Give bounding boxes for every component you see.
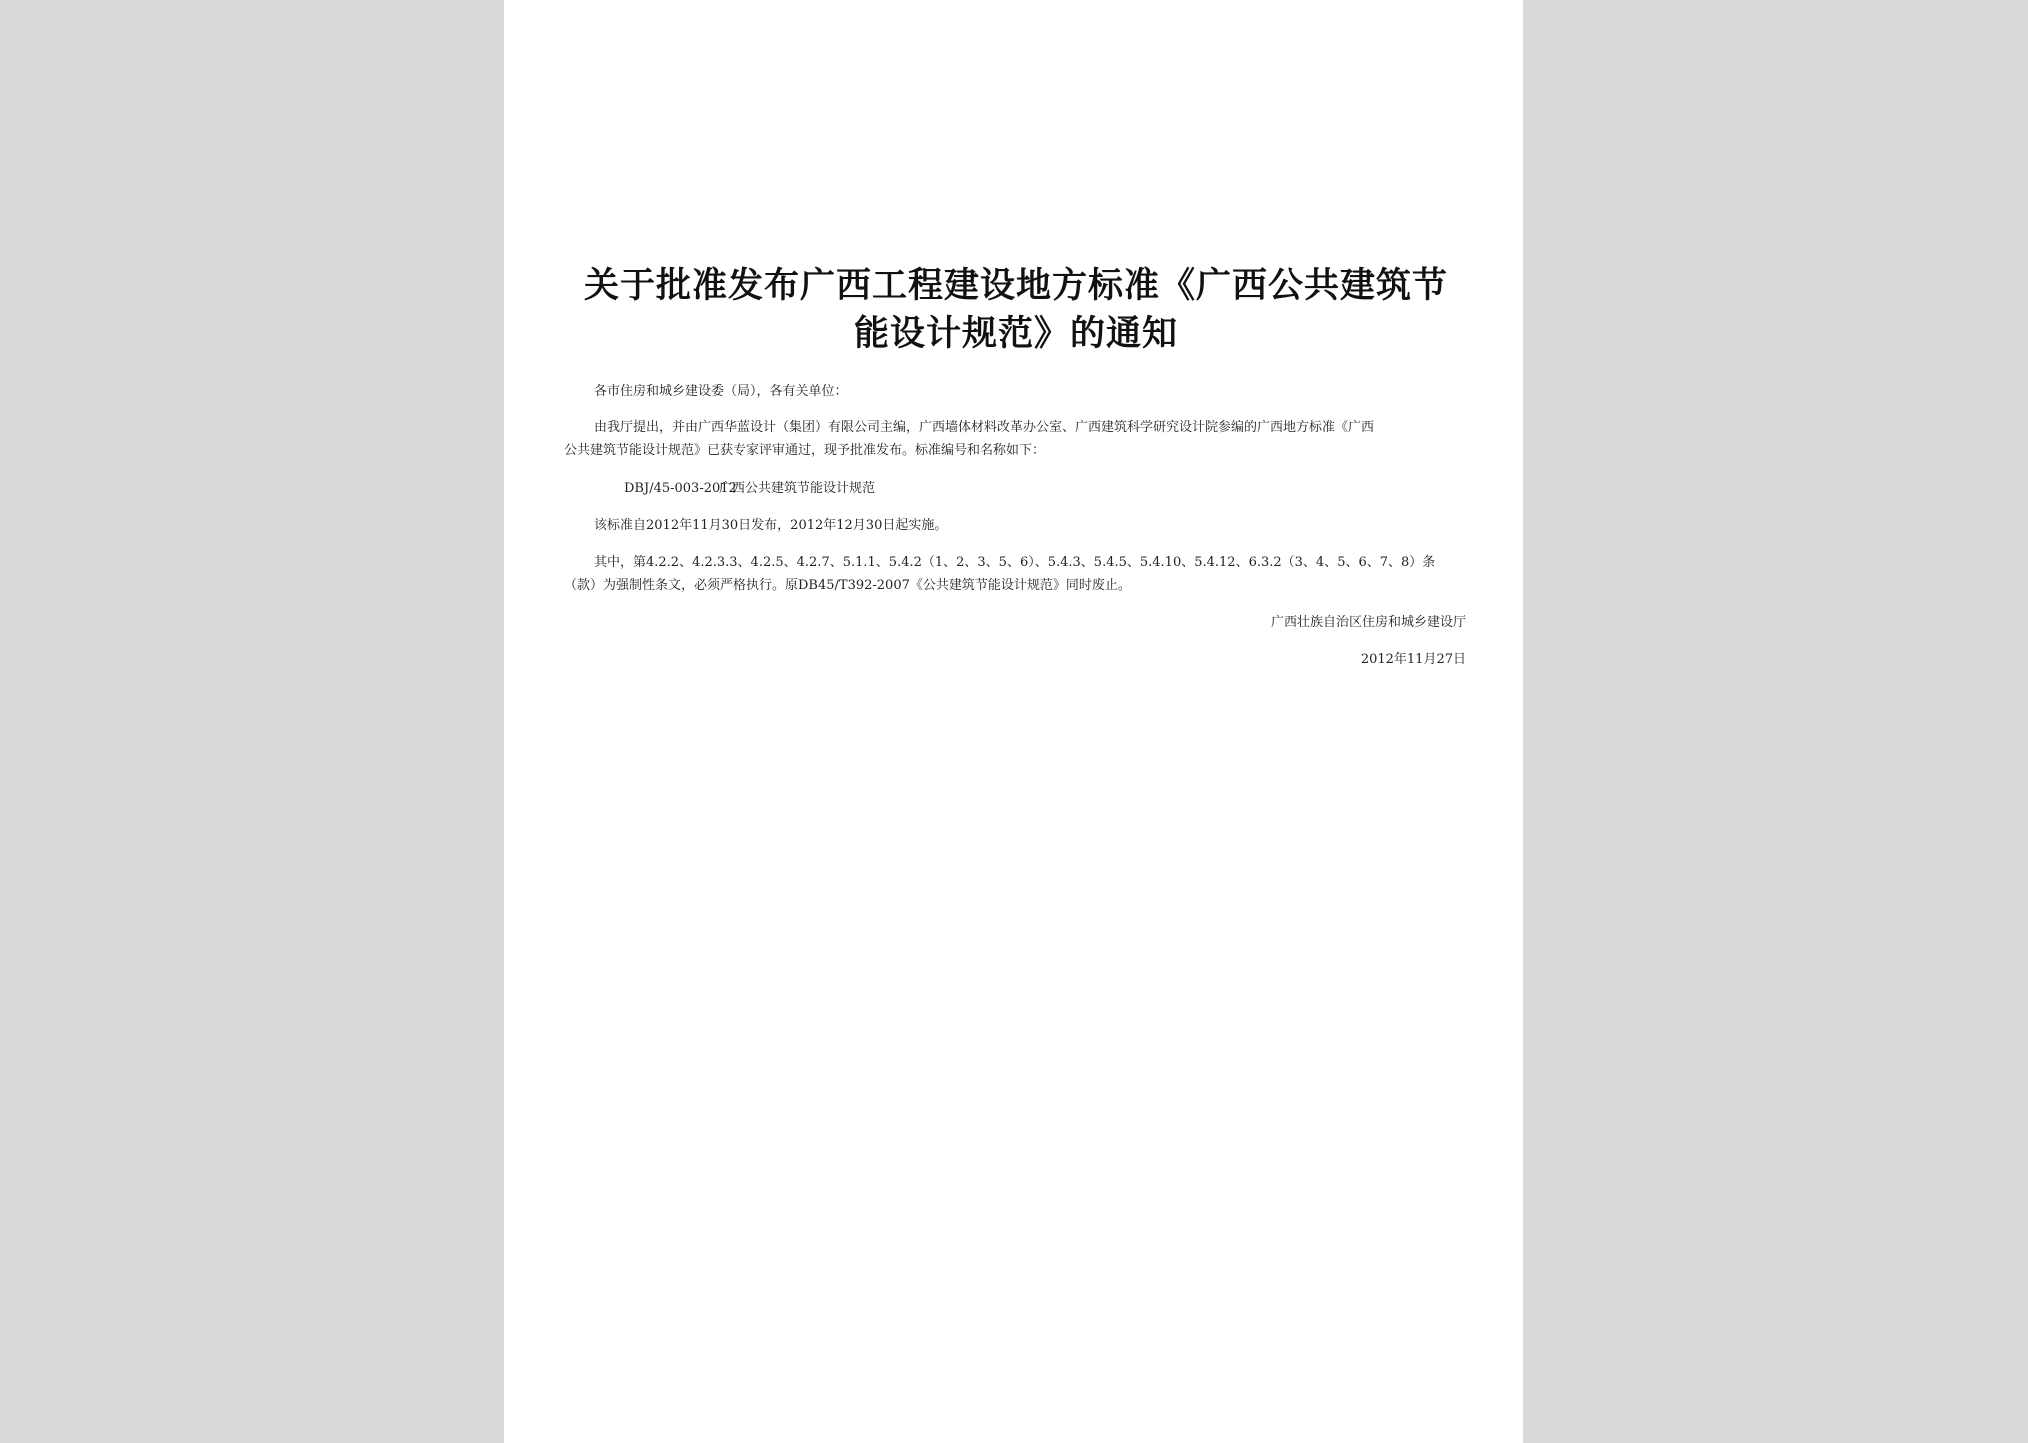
paragraph-mandatory-clauses bbox=[564, 551, 1469, 597]
paragraph-approval bbox=[564, 416, 1469, 462]
standard-name: 广西公共建筑节能设计规范 bbox=[719, 481, 876, 496]
title-line-1: 关于批准发布广西工程建设地方标准《广西公共建筑节 bbox=[583, 266, 1448, 306]
title-line-2: 能设计规范》的通知 bbox=[853, 314, 1178, 354]
standard-code: DBJ/45-003-2012 bbox=[624, 481, 737, 496]
notice-title bbox=[566, 262, 1466, 358]
issue-date: 2012年11月27日 bbox=[1360, 652, 1466, 667]
paragraph-approval-line-2: 公共建筑节能设计规范》已获专家评审通过，现予批准发布。标准编号和名称如下： bbox=[564, 443, 1046, 458]
paragraph-approval-line-1: 由我厅提出，并由广西华蓝设计（集团）有限公司主编，广西墙体材料改革办公室、广西建筑科学研究设计院参编的广西地方标准《广西 bbox=[594, 420, 1375, 435]
standard-line bbox=[564, 477, 1469, 500]
salutation: 各市住房和城乡建设委（局），各有关单位： bbox=[594, 384, 848, 399]
document-page bbox=[504, 0, 1523, 1443]
paragraph-effective-date: 该标准自2012年11月30日发布，2012年12月30日起实施。 bbox=[594, 518, 948, 533]
paragraph-mandatory-line-2: （款）为强制性条文，必须严格执行。原DB45/T392-2007《公共建筑节能设计规范》同时废止。 bbox=[564, 578, 1131, 593]
issuer: 广西壮族自治区住房和城乡建设厅 bbox=[1270, 615, 1466, 630]
paragraph-mandatory-line-1: 其中，第4.2.2、4.2.3.3、4.2.5、4.2.7、5.1.1、5.4.2（1、2、3、5、6）、5.4.3、5.4.5、5.4.10、5.4.12、6.3.2（3、4、5、6、7、8）条 bbox=[594, 555, 1436, 570]
